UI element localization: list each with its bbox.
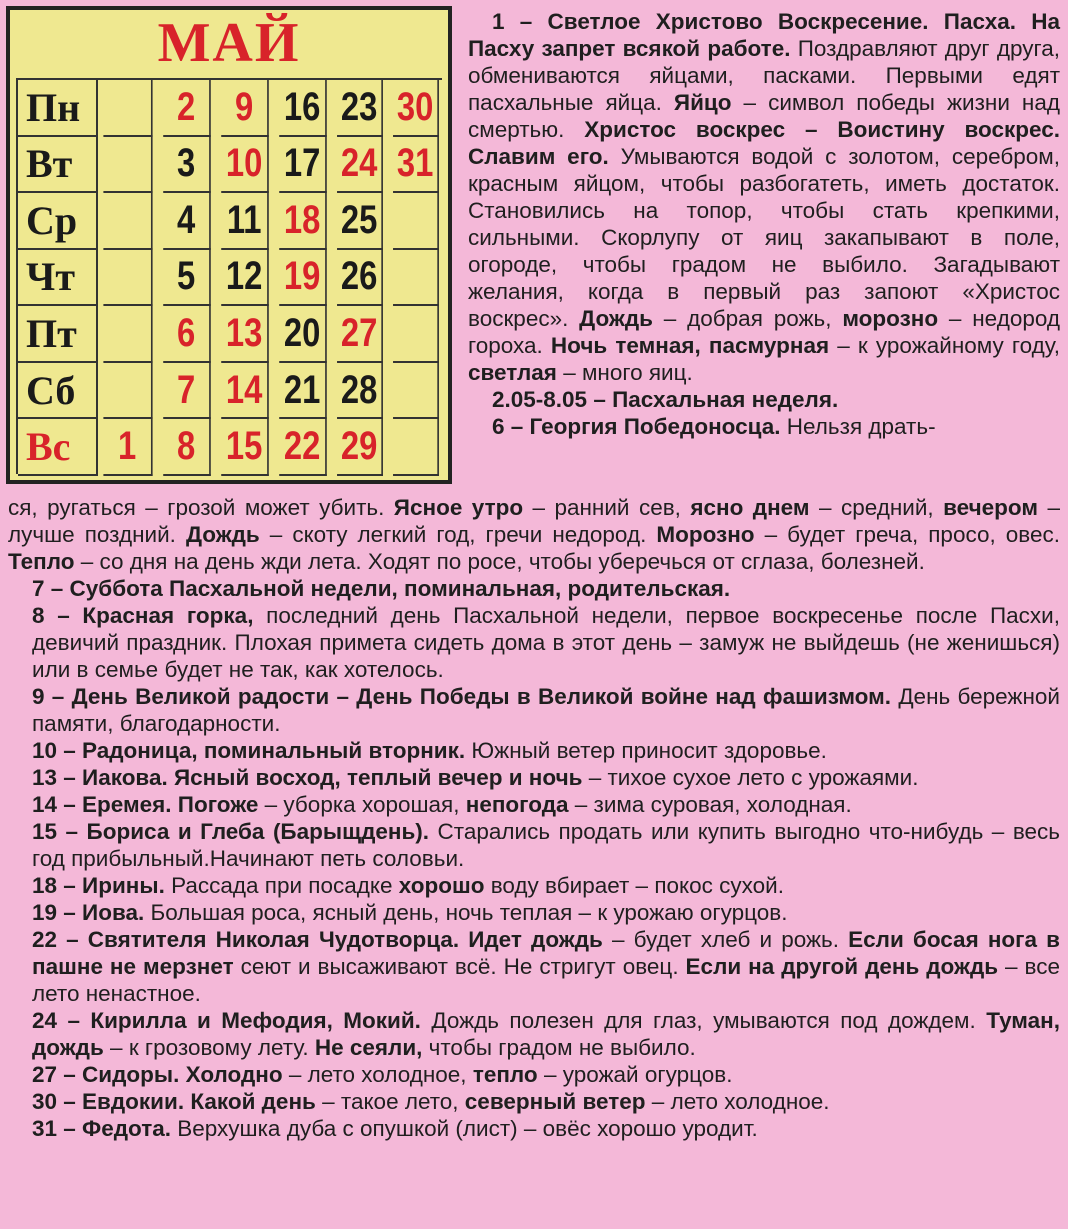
bold-text: Дождь bbox=[579, 306, 653, 331]
holiday-entry bbox=[8, 872, 1060, 899]
body-text: – зима суровая, холодная. bbox=[568, 792, 852, 817]
bold-text: 15 – Бориса и Глеба (Барыщдень). bbox=[32, 819, 430, 844]
holiday-entry bbox=[8, 602, 1060, 683]
body-text: – все лето ненастное. bbox=[32, 954, 1060, 1006]
body-text: сеют и высаживают всё. Не стригут овец. bbox=[233, 954, 686, 979]
date-cell: 30 bbox=[393, 80, 439, 137]
bold-text: 27 – Сидоры. Холодно bbox=[32, 1062, 283, 1087]
bold-text: 1 – Светлое Христово Воскресение. Пасха. На Пасху запрет всякой работе. bbox=[468, 9, 1060, 61]
date-cell: 11 bbox=[221, 193, 269, 250]
date-cell bbox=[103, 137, 152, 194]
body-text: Дождь полезен для глаз, умываются под дождем. bbox=[420, 1008, 987, 1033]
date-cell: 20 bbox=[279, 306, 327, 363]
bold-text: Не сеяли, bbox=[314, 1035, 423, 1060]
bold-text: вечером bbox=[943, 495, 1039, 520]
holiday-entry bbox=[8, 1115, 1060, 1142]
holiday-text-full-width bbox=[8, 494, 1060, 1142]
date-cell bbox=[393, 250, 439, 307]
bold-text: 9 – День Великой радости – День Победы в Великой войне над фашизмом. bbox=[32, 684, 892, 709]
bold-text: 13 – Иакова. Ясный восход, теплый вечер и ночь bbox=[32, 765, 583, 790]
date-cell: 3 bbox=[163, 137, 211, 194]
date-cell: 28 bbox=[337, 363, 383, 420]
body-text: Большая роса, ясный день, ночь теплая – к урожаю огурцов. bbox=[144, 900, 788, 925]
bold-text: 2.05-8.05 – Пасхальная неделя. bbox=[492, 387, 839, 412]
body-text: Поздравляют друг друга, обмениваются яйцами, пасками. Первыми едят пасхальные яйца. bbox=[468, 36, 1060, 115]
bold-text: 18 – Ирины. bbox=[32, 873, 165, 898]
body-text: Верхушка дуба с опушкой (лист) – овёс хорошо уродит. bbox=[171, 1116, 758, 1141]
date-cell: 17 bbox=[279, 137, 327, 194]
month-calendar bbox=[6, 6, 452, 484]
body-text: – скоту легкий год, гречи недород. bbox=[259, 522, 657, 547]
holiday-entry bbox=[8, 683, 1060, 737]
bold-text: Ночь темная, пасмурная bbox=[550, 333, 830, 358]
weekday-label: Пн bbox=[18, 80, 98, 137]
bold-text: Яйцо bbox=[673, 90, 732, 115]
holiday-entry bbox=[8, 764, 1060, 791]
date-cell: 7 bbox=[163, 363, 211, 420]
holiday-entry bbox=[468, 8, 1060, 386]
bold-text: Ясное утро bbox=[393, 495, 524, 520]
holiday-entry bbox=[8, 494, 1060, 575]
body-text: Нельзя драть- bbox=[780, 414, 936, 439]
bold-text: Если на другой день дождь bbox=[685, 954, 999, 979]
date-cell bbox=[103, 80, 152, 137]
body-text: Умываются водой с золотом, серебром, красным яйцом, чтобы разбогатеть, иметь достаток. Становились на топор, чтобы стать крепкими, сильными. Скорлупу от яиц закапывают в поле, огороде, чтобы градом не выбило. Загадывают желания, когда в первый раз запоют «Христос воскрес». bbox=[468, 144, 1060, 331]
date-cell: 26 bbox=[337, 250, 383, 307]
weekday-label: Ср bbox=[18, 193, 98, 250]
date-cell: 2 bbox=[163, 80, 211, 137]
bold-text: 10 – Радоница, поминальный вторник. bbox=[32, 738, 466, 763]
date-cell: 29 bbox=[337, 419, 383, 476]
weekday-label: Пт bbox=[18, 306, 98, 363]
date-cell bbox=[393, 419, 439, 476]
holiday-entry bbox=[468, 386, 1060, 413]
date-cell: 13 bbox=[221, 306, 269, 363]
holiday-entry bbox=[8, 1088, 1060, 1115]
bold-text: Дождь bbox=[185, 522, 260, 547]
bold-text: 24 – Кирилла и Мефодия, Мокий. bbox=[32, 1008, 421, 1033]
body-text: – уборка хорошая, bbox=[258, 792, 466, 817]
body-text: – будет хлеб и рожь. bbox=[602, 927, 849, 952]
date-cell: 6 bbox=[163, 306, 211, 363]
holiday-entry bbox=[8, 926, 1060, 1007]
holiday-entry bbox=[8, 1061, 1060, 1088]
date-cell bbox=[103, 193, 152, 250]
body-text: Южный ветер приносит здоровье. bbox=[465, 738, 827, 763]
date-cell: 12 bbox=[221, 250, 269, 307]
body-text: – недород гороха. bbox=[468, 306, 1061, 358]
holiday-entry bbox=[8, 791, 1060, 818]
body-text: – ранний сев, bbox=[523, 495, 691, 520]
bold-text: Если босая нога в пашне не мерзнет bbox=[32, 927, 1061, 979]
body-text: Рассада при посадке bbox=[164, 873, 399, 898]
bold-text: светлая bbox=[468, 360, 557, 385]
date-cell: 1 bbox=[103, 419, 152, 476]
date-cell bbox=[103, 363, 152, 420]
bold-text: 22 – Святителя Николая Чудотворца. Идет дождь bbox=[32, 927, 603, 952]
bold-text: непогода bbox=[465, 792, 569, 817]
bold-text: морозно bbox=[842, 306, 939, 331]
weekday-label: Сб bbox=[18, 363, 98, 420]
holiday-entry bbox=[8, 737, 1060, 764]
bold-text: 19 – Иова. bbox=[32, 900, 145, 925]
bold-text: 8 – Красная горка, bbox=[32, 603, 254, 628]
date-cell: 9 bbox=[221, 80, 269, 137]
holiday-entry bbox=[468, 413, 1060, 440]
date-cell bbox=[103, 250, 152, 307]
bold-text: 14 – Еремея. Погоже bbox=[32, 792, 259, 817]
bold-text: Христос воскрес – Воистину воскрес. Славим его. bbox=[468, 117, 1060, 169]
body-text: ся, ругаться – грозой может убить. bbox=[8, 495, 394, 520]
body-text: – много яиц. bbox=[556, 360, 693, 385]
body-text: – символ победы жизни над смертью. bbox=[468, 90, 1060, 142]
body-text: – к грозовому лету. bbox=[103, 1035, 315, 1060]
date-cell: 18 bbox=[279, 193, 327, 250]
body-text: – такое лето, bbox=[315, 1089, 465, 1114]
bold-text: хорошо bbox=[398, 873, 485, 898]
body-text: чтобы градом не выбило. bbox=[422, 1035, 696, 1060]
date-cell: 5 bbox=[163, 250, 211, 307]
date-cell: 8 bbox=[163, 419, 211, 476]
month-title: МАЙ bbox=[157, 12, 301, 74]
bold-text: северный ветер bbox=[464, 1089, 646, 1114]
bold-text: Тепло bbox=[8, 549, 75, 574]
date-cell bbox=[393, 306, 439, 363]
body-text: – со дня на день жди лета. Ходят по росе, чтобы уберечься от сглаза, болезней. bbox=[74, 549, 925, 574]
body-text: – тихое сухое лето с урожаями. bbox=[582, 765, 919, 790]
body-text: – лучше поздний. bbox=[8, 495, 1060, 547]
body-text: – лето холодное. bbox=[645, 1089, 830, 1114]
body-text: – урожай огурцов. bbox=[537, 1062, 733, 1087]
holiday-entry bbox=[8, 575, 1060, 602]
weekday-label: Вс bbox=[18, 419, 98, 476]
date-cell: 16 bbox=[279, 80, 327, 137]
body-text: – к урожайному году, bbox=[829, 333, 1060, 358]
date-cell: 23 bbox=[337, 80, 383, 137]
weekday-label: Вт bbox=[18, 137, 98, 194]
body-text: – лето холодное, bbox=[282, 1062, 473, 1087]
date-cell: 31 bbox=[393, 137, 439, 194]
body-text: воду вбирает – покос сухой. bbox=[484, 873, 784, 898]
bold-text: 6 – Георгия Победоносца. bbox=[492, 414, 781, 439]
weekday-label: Чт bbox=[18, 250, 98, 307]
bold-text: тепло bbox=[472, 1062, 538, 1087]
date-cell: 25 bbox=[337, 193, 383, 250]
date-cell: 22 bbox=[279, 419, 327, 476]
bold-text: 30 – Евдокии. Какой день bbox=[32, 1089, 316, 1114]
date-cell: 15 bbox=[221, 419, 269, 476]
body-text: – будет греча, просо, овес. bbox=[754, 522, 1060, 547]
bold-text: 7 – Суббота Пасхальной недели, поминальная, родительская. bbox=[32, 576, 731, 601]
calendar-grid bbox=[16, 78, 442, 474]
holiday-entry bbox=[8, 899, 1060, 926]
holiday-entry bbox=[8, 1007, 1060, 1061]
date-cell: 19 bbox=[279, 250, 327, 307]
bold-text: Морозно bbox=[656, 522, 755, 547]
date-cell: 10 bbox=[221, 137, 269, 194]
body-text: Старались продать или купить выгодно что-нибудь – весь год прибыльный.Начинают петь соловьи. bbox=[32, 819, 1060, 871]
date-cell: 21 bbox=[279, 363, 327, 420]
bold-text: Туман, дождь bbox=[32, 1008, 1060, 1060]
date-cell bbox=[103, 306, 152, 363]
body-text: День бережной памяти, благодарности. bbox=[32, 684, 1060, 736]
body-text: – средний, bbox=[809, 495, 944, 520]
date-cell bbox=[393, 193, 439, 250]
date-cell: 24 bbox=[337, 137, 383, 194]
bold-text: 31 – Федота. bbox=[32, 1116, 172, 1141]
date-cell: 4 bbox=[163, 193, 211, 250]
date-cell bbox=[393, 363, 439, 420]
date-cell: 27 bbox=[337, 306, 383, 363]
date-cell: 14 bbox=[221, 363, 269, 420]
holiday-entry bbox=[8, 818, 1060, 872]
body-text: последний день Пасхальной недели, первое воскресенье после Пасхи, девичий праздник. Плохая примета сидеть дома в этот день – замуж не выйдешь (не женишься) или в семье будет не так, как хотелось. bbox=[32, 603, 1060, 682]
holiday-text-right-column bbox=[468, 8, 1060, 440]
bold-text: ясно днем bbox=[690, 495, 810, 520]
body-text: – добрая рожь, bbox=[653, 306, 843, 331]
